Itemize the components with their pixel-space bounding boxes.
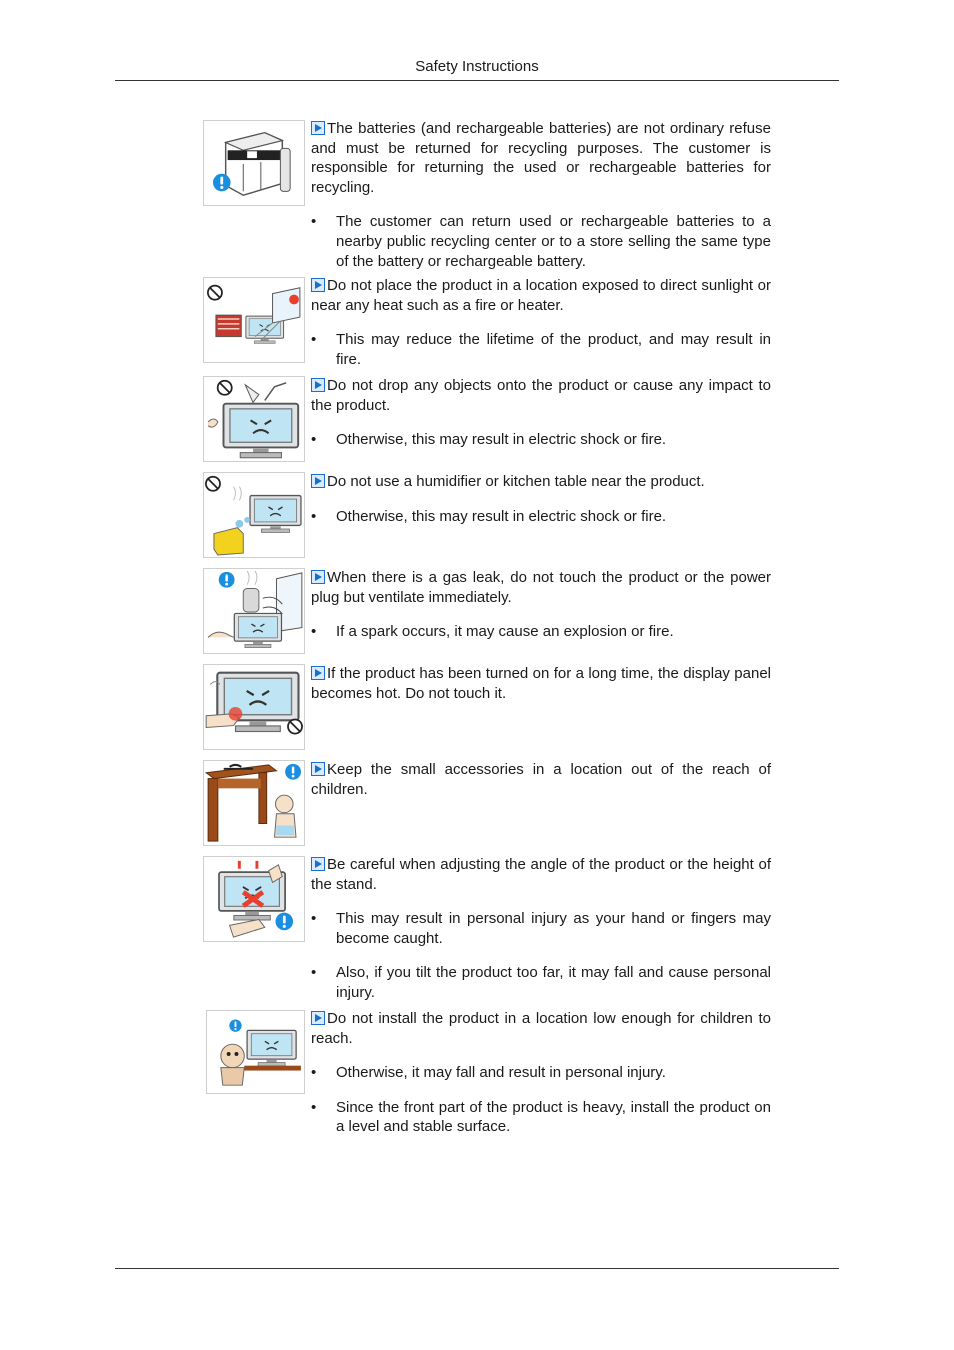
entry-lead-text: Do not place the product in a location exposed to direct sunlight or near any heat such as a fire or heater. [311, 277, 771, 314]
humidifier-prohibited-icon [203, 472, 305, 558]
header-rule [115, 80, 839, 81]
arrow-bullet-icon [311, 278, 325, 292]
arrow-bullet-icon [311, 666, 325, 680]
entry-bullet: • Otherwise, this may result in electric shock or fire. [311, 507, 771, 527]
arrow-bullet-icon [311, 378, 325, 392]
arrow-bullet-icon [311, 474, 325, 488]
entry-bullet: • This may result in personal injury as your hand or fingers may become caught. [311, 909, 771, 948]
entry-lead-text: Do not drop any objects onto the product or cause any impact to the product. [311, 377, 771, 414]
battery-recycling-icon [203, 120, 305, 206]
entry-bullet: • Otherwise, it may fall and result in personal injury. [311, 1063, 771, 1083]
entry-lead-text: If the product has been turned on for a long time, the display panel becomes hot. Do not touch it. [311, 665, 771, 702]
entry-lead-text: When there is a gas leak, do not touch the product or the power plug but ventilate immediately. [311, 569, 771, 606]
entry-lead-text: Keep the small accessories in a location out of the reach of children. [311, 761, 771, 798]
entry-bullet: • Since the front part of the product is heavy, install the product on a level and stable surface. [311, 1098, 771, 1137]
arrow-bullet-icon [311, 1011, 325, 1025]
entry-lead-text: Do not install the product in a location low enough for children to reach. [311, 1010, 771, 1047]
footer-rule [115, 1268, 839, 1269]
entry-bullet: • If a spark occurs, it may cause an explosion or fire. [311, 622, 771, 642]
arrow-bullet-icon [311, 570, 325, 584]
entry-bullet: • Also, if you tilt the product too far, it may fall and cause personal injury. [311, 963, 771, 1002]
arrow-bullet-icon [311, 121, 325, 135]
arrow-bullet-icon [311, 762, 325, 776]
entry-bullet: • Otherwise, this may result in electric shock or fire. [311, 430, 771, 450]
impact-prohibited-icon [203, 376, 305, 462]
accessories-children-warning-icon [203, 760, 305, 846]
sunlight-heat-prohibited-icon [203, 277, 305, 363]
entry-lead-text: The batteries (and rechargeable batteries) are not ordinary refuse and must be returned for recycling purposes. The customer is responsible for returning the used or rechargeable batteries for recycling. [311, 120, 771, 196]
child-reach-warning-icon [206, 1010, 305, 1094]
arrow-bullet-icon [311, 857, 325, 871]
entry-bullet: • This may reduce the lifetime of the product, and may result in fire. [311, 330, 771, 369]
entry-lead-text: Be careful when adjusting the angle of the product or the height of the stand. [311, 856, 771, 893]
gas-leak-warning-icon [203, 568, 305, 654]
hot-panel-prohibited-icon [203, 664, 305, 750]
entry-lead-text: Do not use a humidifier or kitchen table near the product. [311, 472, 771, 492]
entry-bullet: • The customer can return used or rechargeable batteries to a nearby public recycling center or to a store selling the same type of the battery or rechargeable battery. [311, 212, 771, 271]
angle-adjust-warning-icon [203, 856, 305, 942]
page-header-title: Safety Instructions [415, 58, 539, 75]
